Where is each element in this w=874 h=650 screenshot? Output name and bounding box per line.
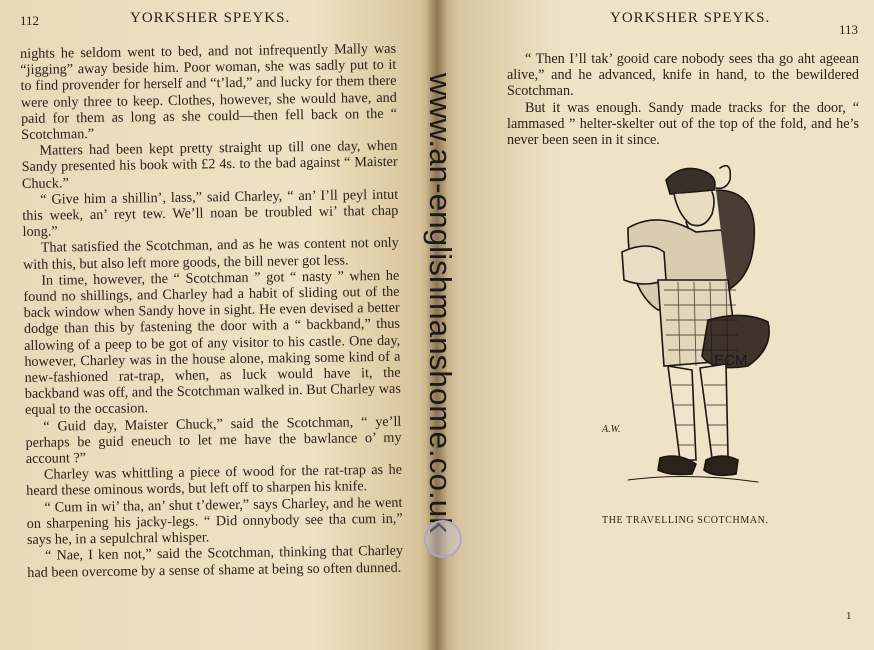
paragraph: But it was enough. Sandy made tracks for the door, “ lammased ” helter-skelter out of the top of the fold, and he’s never been seen in it since. xyxy=(507,99,859,149)
right-running-head: YORKSHER SPEYKS. xyxy=(610,10,771,26)
left-page-text xyxy=(20,41,403,581)
paragraph: Charley was whittling a piece of wood for the rat-trap as he heard these ominous words, but left off to sharpen his knife. xyxy=(26,461,403,500)
artist-signature: A.W. xyxy=(602,424,621,435)
paragraph: In time, however, the “ Scotchman ” got “ nasty ” when he found no shillings, and Charley had a habit of sliding out of the back window when Sandy hove in sight. He even devised a better dodge than this by fastening the door with a “ backband,” thus allowing of a peep to be got of any visitor to his castle. One day, however, Charley was in the house alone, making some kind of a new-fashioned rat-trap, when, as luck would have it, the backband was off, and the Scotchman walked in. But Charley was equal to the occasion. xyxy=(23,267,401,419)
watermark-logo-icon xyxy=(424,520,462,558)
illustration-caption: THE TRAVELLING SCOTCHMAN. xyxy=(602,515,769,526)
right-page-text xyxy=(507,51,859,148)
signature-mark: 1 xyxy=(846,610,852,622)
left-running-head: YORKSHER SPEYKS. xyxy=(130,10,291,26)
paragraph: “ Guid day, Maister Chuck,” said the Scotchman, “ ye’ll perhaps be guid eneuch to let me have the bawlance o’ my account ?” xyxy=(25,413,402,468)
paragraph: “ Nae, I ken not,” said the Scotchman, thinking that Charley had been overcome by a sense of shame at being so often dunned. xyxy=(27,542,404,581)
paragraph: nights he seldom went to bed, and not infrequently Mally was “jigging” away beside him. Poor woman, she was sadly put to it to find provender for herself and “t’lad,” and lucky for them there were only three to keep. Clothes, however, she would have, and paid for them as long as she could—then fell back on the “ Scotchman.” xyxy=(20,40,398,144)
paragraph: Matters had been kept pretty straight up till one day, when Sandy presented his book with £2 4s. to the bad against “ Maister Chuck.” xyxy=(21,137,398,192)
right-page-number: 113 xyxy=(839,22,859,37)
travelling-scotchman-illustration xyxy=(588,160,788,500)
paragraph: That satisfied the Scotchman, and as he was content not only with this, but also left more goods, the bill never got less. xyxy=(22,235,399,273)
left-page-number: 112 xyxy=(20,13,40,28)
illustration-initials: ECM xyxy=(714,352,748,369)
paragraph: “ Give him a shillin’, lass,” said Charley, “ an’ I’ll peyl intut this week, an’ reyt tew. We’ll noan be troubled wi’ that chap long.” xyxy=(22,186,399,241)
watermark-text: www.an-englishmanshome.co.uk xyxy=(423,73,458,527)
paragraph: “ Cum in wi’ tha, an’ shut t’dewer,” says Charley, and he went on sharpening his jacky-legs. “ Did onnybody see tha cum in,” says he, in a sepulchral whisper. xyxy=(26,494,403,549)
website-watermark xyxy=(416,68,466,538)
paragraph: “ Then I’ll tak’ gooid care nobody sees tha go aht ageean alive,” and he advanced, knife in hand, to the bewildered Scotchman. xyxy=(507,51,859,100)
